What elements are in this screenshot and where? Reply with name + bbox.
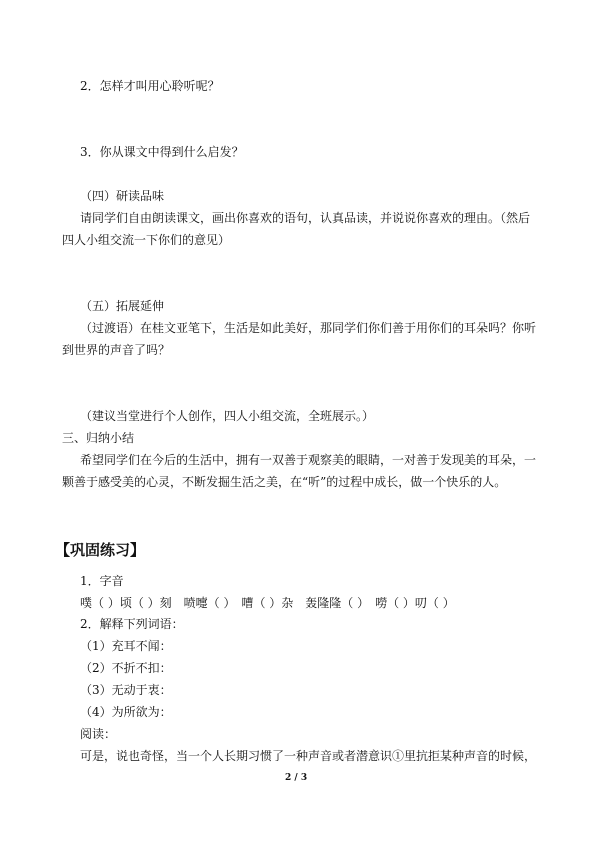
exercise-1-items: 噗（ ）顷（ ）刻 喷嚏（ ） 嘈（ ）杂 轰隆隆（ ） 嘮（ ）叨（ ）	[80, 596, 455, 610]
exercise-2-item: （2）不折不扣：	[80, 661, 172, 675]
question-2: 2．怎样才叫用心聆听呢？	[80, 79, 220, 93]
section-5-paragraph-line-2: 到世界的声音了吗？	[62, 343, 171, 357]
exercise-2-item: （4）为所欲为：	[80, 705, 172, 719]
section-4-title: （四）研读品味	[80, 189, 165, 203]
exercise-2-item: （3）无动于衷：	[80, 683, 172, 697]
section-5-title: （五）拓展延伸	[80, 299, 165, 313]
exercise-2-item: （1）充耳不闻：	[80, 639, 172, 653]
summary-title: 三、归纳小结	[62, 431, 135, 445]
summary-paragraph-line-1: 希望同学们在今后的生活中，拥有一双善于观察美的眼睛，一对善于发现美的耳朵，一	[80, 453, 537, 467]
summary-paragraph-line-2: 颗善于感受美的心灵，不断发掘生活之美，在“听”的过程中成长，做一个快乐的人。	[62, 475, 507, 489]
reading-paragraph-line-1: 可是，说也奇怪，当一个人长期习惯了一种声音或者潜意识①里抗拒某种声音的时候，	[80, 749, 537, 763]
suggestion-note: （建议当堂进行个人创作，四人小组交流，全班展示。）	[80, 409, 375, 423]
exercise-1-title: 1．字音	[80, 574, 124, 588]
practice-heading: 【巩固练习】	[55, 541, 146, 559]
page-number: 2 / 3	[285, 773, 308, 783]
question-3: 3．你从课文中得到什么启发？	[80, 145, 244, 159]
section-4-paragraph-line-1: 请同学们自由朗读课文，画出你喜欢的语句，认真品读，并说说你喜欢的理由。（然后	[80, 211, 531, 225]
section-4-paragraph-line-2: 四人小组交流一下你们的意见）	[62, 233, 231, 247]
section-5-paragraph-line-1: （过渡语）在桂文亚笔下，生活是如此美好，那同学们你们善于用你们的耳朵吗？你听	[80, 321, 537, 335]
reading-label: 阅读：	[80, 727, 117, 741]
exercise-2-title: 2．解释下列词语：	[80, 617, 184, 631]
